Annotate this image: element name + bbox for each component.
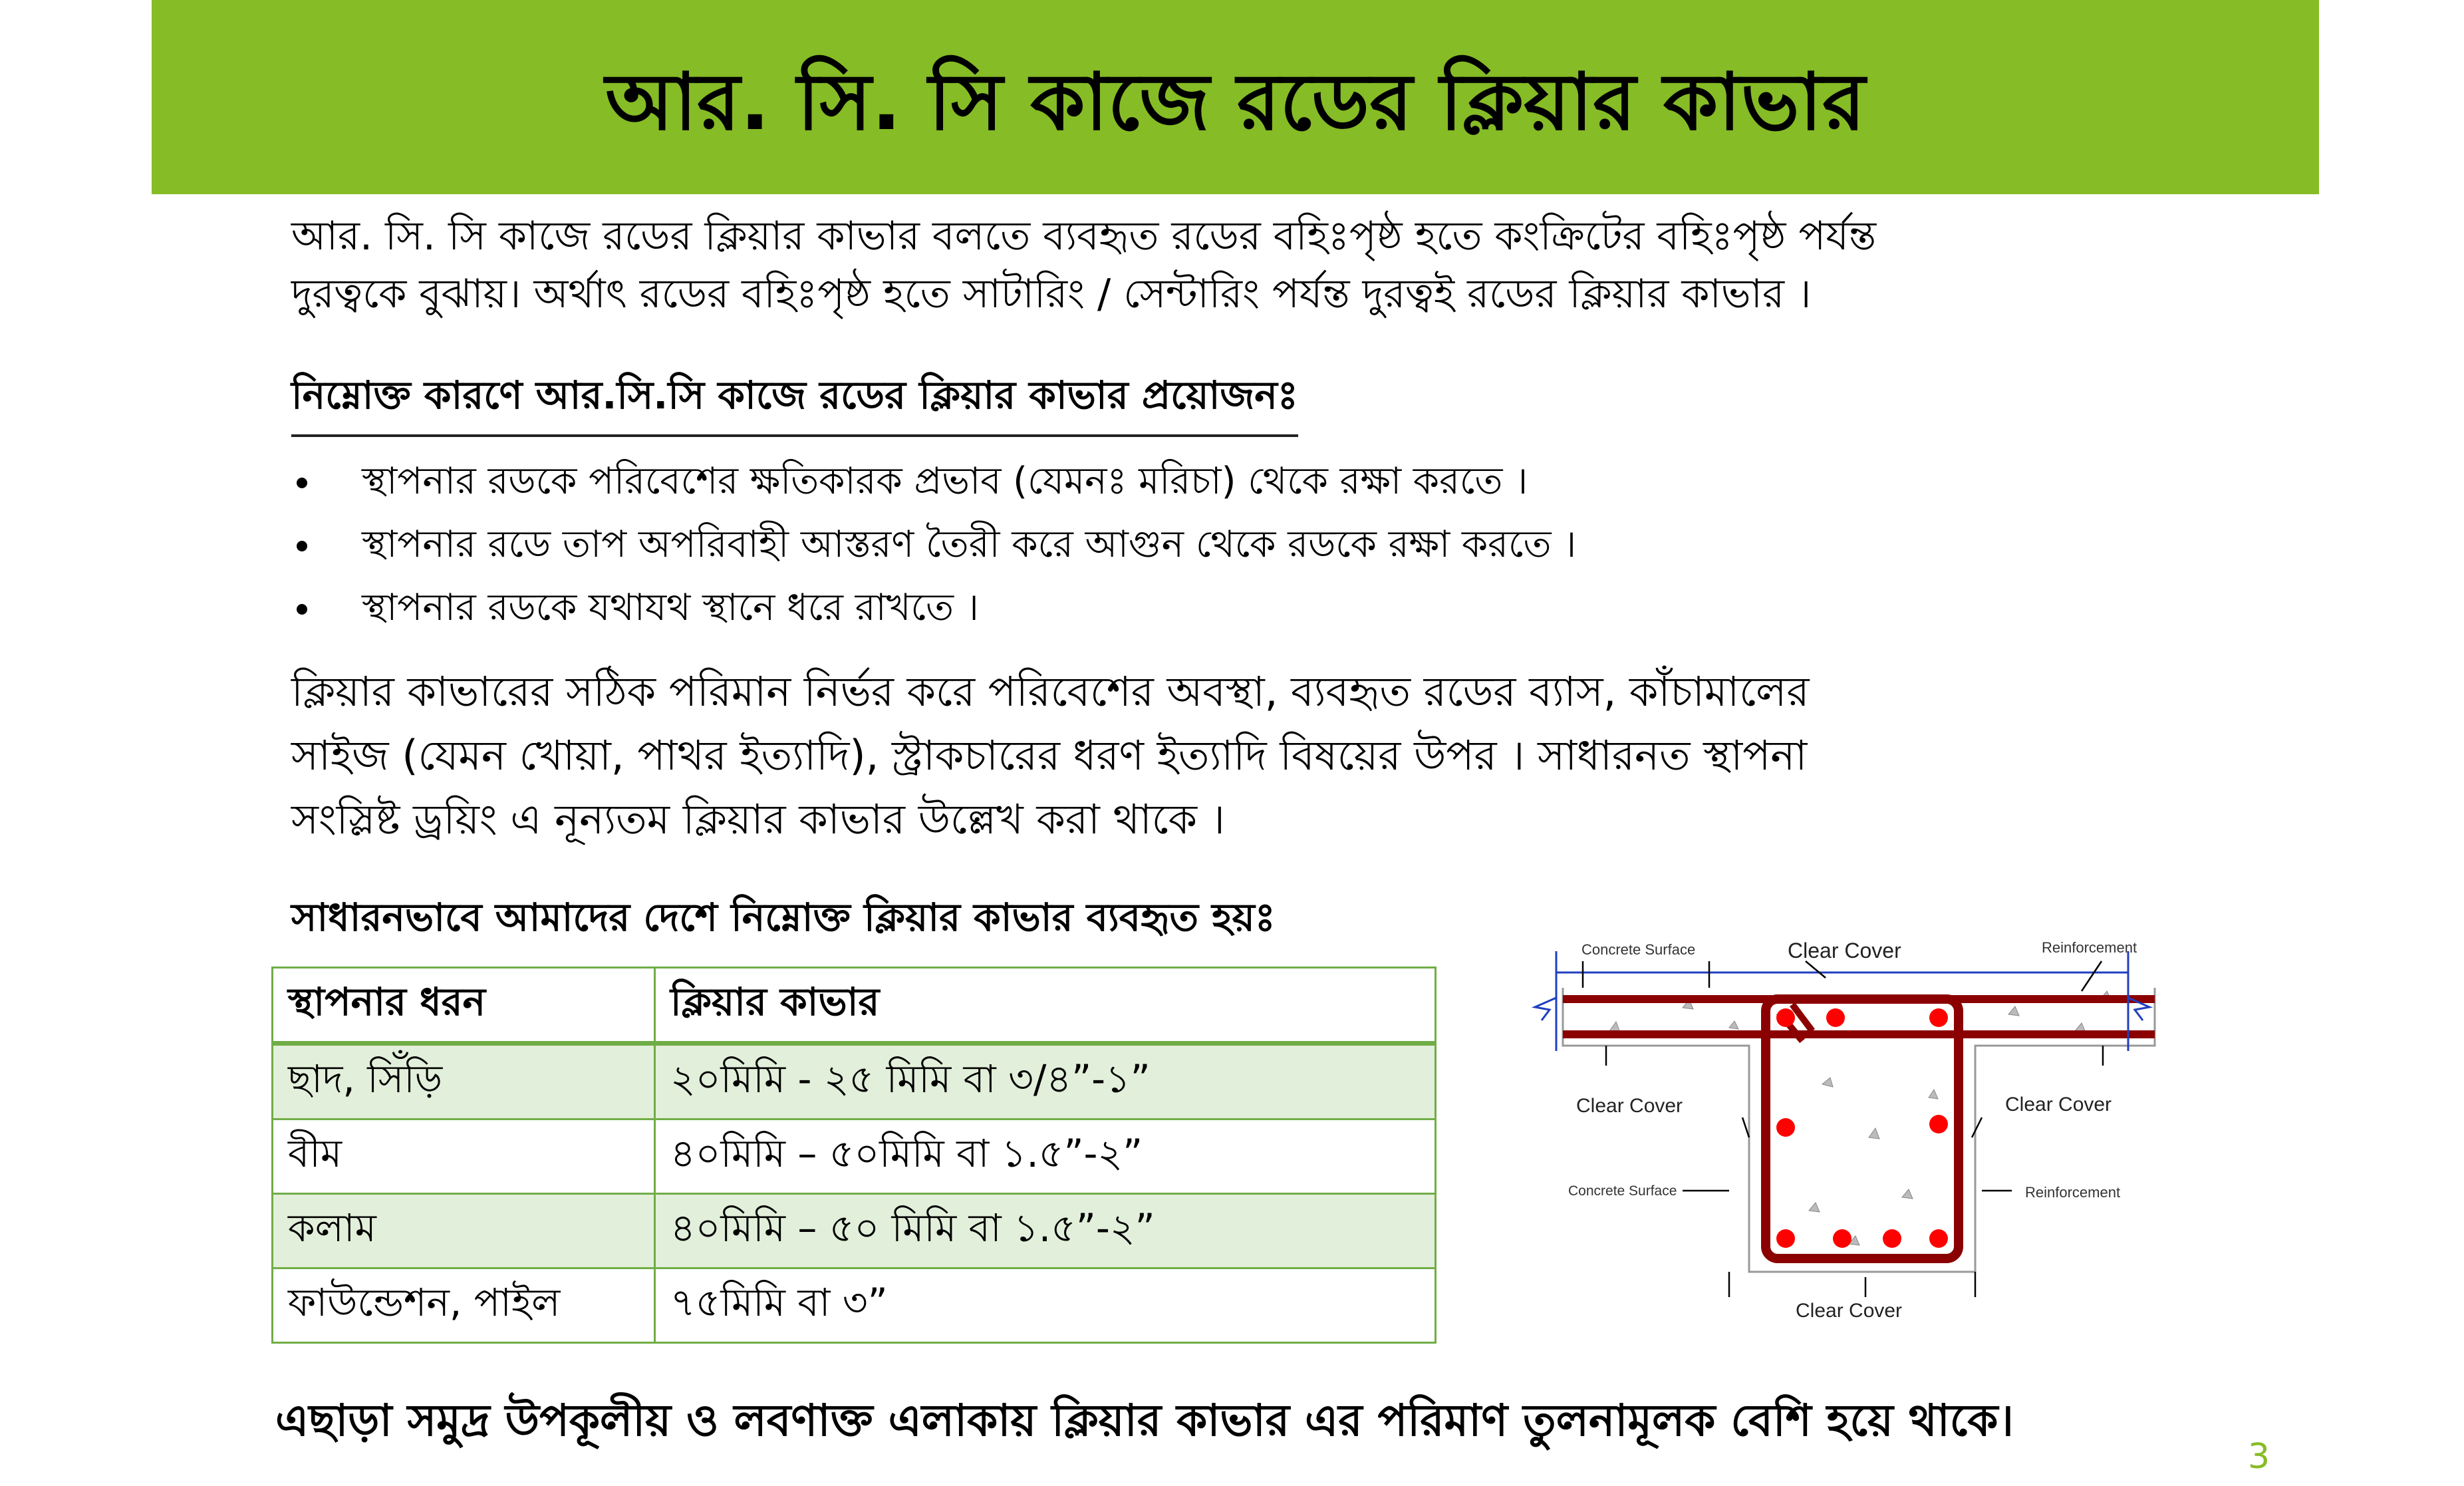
table-cell: ৪০মিমি – ৫০ মিমি বা ১.৫”-২” [655, 1194, 1436, 1268]
bar-dot [1776, 1008, 1795, 1027]
clear-cover-table [271, 966, 1437, 1344]
bar-dot [1929, 1115, 1948, 1133]
bar-dot [1826, 1008, 1845, 1027]
table-row [273, 1119, 1436, 1194]
intro-line-1: আর. সি. সি কাজে রডের ক্লিয়ার কাভার বলতে ব্যবহৃত রডের বহিঃপৃষ্ঠ হতে কংক্রিটের বহিঃপৃষ্ঠ পর্যন্ত [291, 213, 1877, 259]
bar-dot [1833, 1229, 1851, 1248]
label-reinforcement-bottom: Reinforcement [2025, 1184, 2121, 1201]
label-concrete-surface-top: Concrete Surface [1581, 941, 1696, 958]
column-header-structure: স্থাপনার ধরন [273, 968, 655, 1044]
table-row [273, 1044, 1436, 1119]
factors-line-3: সংস্লিষ্ট ড্রয়িং এ নূন্যতম ক্লিয়ার কাভার উল্লেখ করা থাকে । [291, 795, 1225, 844]
factors-line-1: ক্লিয়ার কাভারের সঠিক পরিমান নির্ভর করে পরিবেশের অবস্থা, ব্যবহৃত রডের ব্যাস, কাঁচামালের [291, 667, 1810, 716]
table-cell: ফাউন্ডেশন, পাইল [273, 1268, 655, 1343]
list-item: স্থাপনার রডকে পরিবেশের ক্ষতিকারক প্রভাব (যেমনঃ মরিচা) থেকে রক্ষা করতে । [287, 450, 1576, 513]
label-clear-cover-bottom: Clear Cover [1796, 1300, 1903, 1322]
reasons-list [287, 450, 1576, 639]
table-cell: ৪০মিমি – ৫০মিমি বা ১.৫”-২” [655, 1119, 1436, 1194]
factors-paragraph [291, 660, 2313, 851]
label-clear-cover-top: Clear Cover [1788, 939, 1901, 963]
bar-dot [1776, 1229, 1795, 1248]
intro-paragraph [291, 208, 2313, 323]
table-cell: ২০মিমি - ২৫ মিমি বা ৩/৪”-১” [655, 1044, 1436, 1119]
reasons-heading: নিম্নোক্ত কারণে আর.সি.সি কাজে রডের ক্লিয়ার কাভার প্রয়োজনঃ [291, 366, 1298, 437]
table-cell: ছাদ, সিঁড়ি [273, 1044, 655, 1119]
bar-dot [1776, 1118, 1795, 1137]
table-header-row [273, 968, 1436, 1044]
table-row [273, 1194, 1436, 1268]
table-row [273, 1268, 1436, 1343]
table-heading: সাধারনভাবে আমাদের দেশে নিম্নোক্ত ক্লিয়ার কাভার ব্যবহৃত হয়ঃ [291, 895, 1276, 940]
list-item: স্থাপনার রডে তাপ অপরিবাহী আস্তরণ তৈরী করে আগুন থেকে রডকে রক্ষা করতে । [287, 513, 1576, 576]
factors-line-2: সাইজ (যেমন খোয়া, পাথর ইত্যাদি), স্ট্রাকচারের ধরণ ইত্যাদি বিষয়ের উপর । সাধারনত স্থাপনা [291, 731, 1808, 780]
label-concrete-surface-bottom: Concrete Surface [1568, 1183, 1677, 1199]
intro-line-2: দুরত্বকে বুঝায়। অর্থাৎ রডের বহিঃপৃষ্ঠ হতে সাটারিং / সেন্টারিং পর্যন্ত দুরত্বই রডের ক্লিয়ার কাভার । [291, 271, 1812, 317]
footer-note: এছাড়া সমুদ্র উপকূলীয় ও লবণাক্ত এলাকায় ক্লিয়ার কাভার এর পরিমাণ তুলনামূলক বেশি হয়ে থাকে। [275, 1395, 2014, 1446]
beam-section-diagram [1530, 898, 2168, 1324]
table-cell: বীম [273, 1119, 655, 1194]
bar-dot [1929, 1229, 1948, 1248]
bar-dot [1883, 1229, 1901, 1248]
title-banner [152, 0, 2319, 194]
label-reinforcement-top: Reinforcement [2042, 939, 2137, 956]
column-header-cover: ক্লিয়ার কাভার [655, 968, 1436, 1044]
label-clear-cover-left: Clear Cover [1576, 1095, 1683, 1117]
aggregate-marks [1609, 991, 2111, 1245]
stirrup-hook-2 [1792, 1004, 1812, 1031]
bar-dot [1929, 1008, 1948, 1027]
main-bars [1776, 1008, 1948, 1248]
table-cell: ৭৫মিমি বা ৩” [655, 1268, 1436, 1343]
list-item: স্থাপনার রডকে যথাযথ স্থানে ধরে রাখতে । [287, 576, 1576, 639]
label-clear-cover-right: Clear Cover [2005, 1094, 2112, 1115]
page-number: 3 [2248, 1437, 2270, 1477]
table-cell: কলাম [273, 1194, 655, 1268]
page-title: আর. সি. সি কাজে রডের ক্লিয়ার কাভার [605, 56, 1865, 148]
